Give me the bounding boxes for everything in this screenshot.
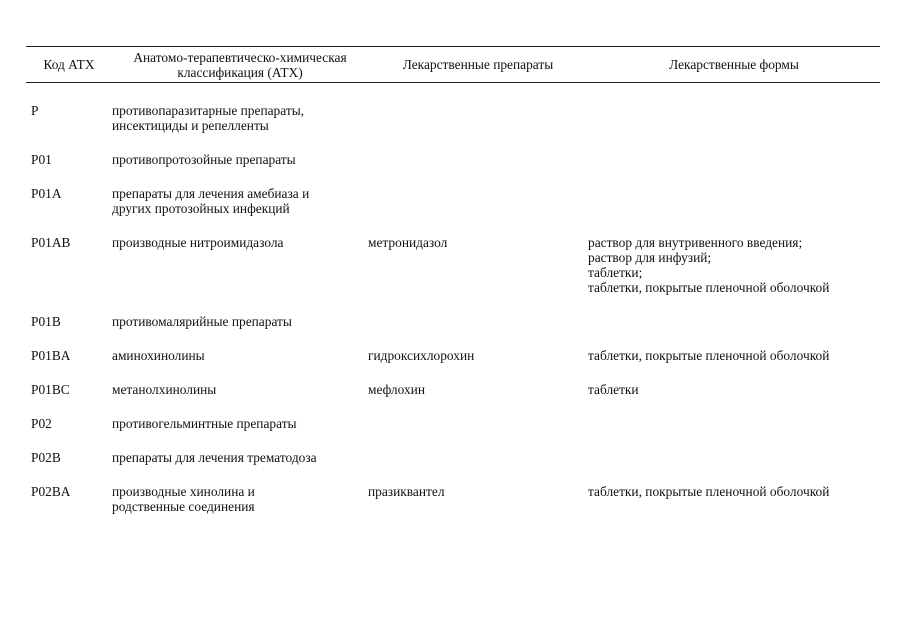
classification-line: других протозойных инфекций bbox=[112, 201, 290, 216]
classification-cell bbox=[112, 397, 368, 431]
forms-cell bbox=[588, 216, 880, 295]
atc-code: P02B bbox=[31, 450, 61, 465]
classification-cell bbox=[112, 83, 368, 134]
dosage-form: раствор для инфузий; bbox=[588, 250, 712, 265]
table-row bbox=[26, 431, 880, 465]
forms-cell bbox=[588, 397, 880, 431]
atc-code: P bbox=[31, 103, 39, 118]
forms-cell bbox=[588, 83, 880, 134]
forms-cell bbox=[588, 465, 880, 514]
table-row bbox=[26, 216, 880, 295]
classification-cell bbox=[112, 216, 368, 295]
drug-cell bbox=[368, 329, 588, 363]
drug-cell bbox=[368, 465, 588, 514]
drug-cell bbox=[368, 216, 588, 295]
header-classification-line-2: классификация (АТХ) bbox=[177, 64, 303, 80]
table-row bbox=[26, 397, 880, 431]
dosage-form: таблетки, покрытые пленочной оболочкой bbox=[588, 484, 830, 499]
header-forms-text: Лекарственные формы bbox=[669, 57, 799, 72]
drug-name: празиквантел bbox=[368, 484, 445, 499]
header-drugs-text: Лекарственные препараты bbox=[402, 57, 554, 72]
table-row bbox=[26, 133, 880, 167]
classification-line: производные хинолина и bbox=[112, 484, 255, 499]
header-code-text: Код АТХ bbox=[43, 57, 95, 72]
code-cell bbox=[26, 397, 112, 431]
drug-cell bbox=[368, 431, 588, 465]
classification-cell bbox=[112, 329, 368, 363]
forms-cell bbox=[588, 329, 880, 363]
header-drugs bbox=[368, 47, 588, 83]
forms-cell bbox=[588, 363, 880, 397]
header-classification bbox=[112, 47, 368, 83]
classification-line: противопротозойные препараты bbox=[112, 152, 296, 167]
forms-cell bbox=[588, 167, 880, 216]
code-cell bbox=[26, 167, 112, 216]
code-cell bbox=[26, 295, 112, 329]
table-row bbox=[26, 465, 880, 514]
table-row bbox=[26, 295, 880, 329]
drug-name: гидроксихлорохин bbox=[368, 348, 475, 363]
dosage-form: раствор для внутривенного введения; bbox=[588, 235, 803, 250]
code-cell bbox=[26, 363, 112, 397]
code-cell bbox=[26, 133, 112, 167]
table-row bbox=[26, 167, 880, 216]
header-code bbox=[26, 47, 112, 83]
atc-code: P01AB bbox=[31, 235, 71, 250]
classification-line: противогельминтные препараты bbox=[112, 416, 297, 431]
dosage-form: таблетки bbox=[588, 382, 639, 397]
atc-code: P01A bbox=[31, 186, 62, 201]
forms-cell bbox=[588, 295, 880, 329]
table-header bbox=[26, 47, 880, 83]
drug-cell bbox=[368, 133, 588, 167]
forms-cell bbox=[588, 431, 880, 465]
atc-code: P01 bbox=[31, 152, 52, 167]
atc-code: P02BA bbox=[31, 484, 71, 499]
drug-name: мефлохин bbox=[368, 382, 425, 397]
classification-line: препараты для лечения амебиаза и bbox=[112, 186, 310, 201]
table-row bbox=[26, 329, 880, 363]
drug-cell bbox=[368, 83, 588, 134]
classification-line: противомалярийные препараты bbox=[112, 314, 292, 329]
table-body bbox=[26, 83, 880, 515]
code-cell bbox=[26, 216, 112, 295]
header-classification-line-1: Анатомо-терапевтическо-химическая bbox=[133, 49, 347, 65]
atc-code: P01B bbox=[31, 314, 61, 329]
classification-line: препараты для лечения трематодоза bbox=[112, 450, 317, 465]
classification-cell bbox=[112, 167, 368, 216]
atc-code: P01BC bbox=[31, 382, 70, 397]
drug-cell bbox=[368, 295, 588, 329]
header-forms bbox=[588, 47, 880, 83]
classification-line: родственные соединения bbox=[112, 499, 255, 514]
drug-cell bbox=[368, 363, 588, 397]
header-row bbox=[26, 47, 880, 83]
classification-cell bbox=[112, 465, 368, 514]
classification-cell bbox=[112, 133, 368, 167]
table-row bbox=[26, 363, 880, 397]
forms-cell bbox=[588, 133, 880, 167]
classification-cell bbox=[112, 363, 368, 397]
atc-code: P01BA bbox=[31, 348, 71, 363]
dosage-form: таблетки; bbox=[588, 265, 643, 280]
drug-cell bbox=[368, 167, 588, 216]
classification-line: метанолхинолины bbox=[112, 382, 217, 397]
classification-line: инсектициды и репелленты bbox=[112, 118, 269, 133]
table-row bbox=[26, 83, 880, 134]
code-cell bbox=[26, 329, 112, 363]
classification-line: производные нитроимидазола bbox=[112, 235, 284, 250]
atc-code: P02 bbox=[31, 416, 52, 431]
drug-name: метронидазол bbox=[368, 235, 448, 250]
classification-cell bbox=[112, 295, 368, 329]
classification-line: противопаразитарные препараты, bbox=[112, 103, 305, 118]
code-cell bbox=[26, 465, 112, 514]
atc-table bbox=[26, 46, 880, 514]
document-page bbox=[26, 46, 880, 514]
classification-cell bbox=[112, 431, 368, 465]
code-cell bbox=[26, 431, 112, 465]
dosage-form: таблетки, покрытые пленочной оболочкой bbox=[588, 280, 830, 295]
drug-cell bbox=[368, 397, 588, 431]
dosage-form: таблетки, покрытые пленочной оболочкой bbox=[588, 348, 830, 363]
code-cell bbox=[26, 83, 112, 134]
classification-line: аминохинолины bbox=[112, 348, 205, 363]
